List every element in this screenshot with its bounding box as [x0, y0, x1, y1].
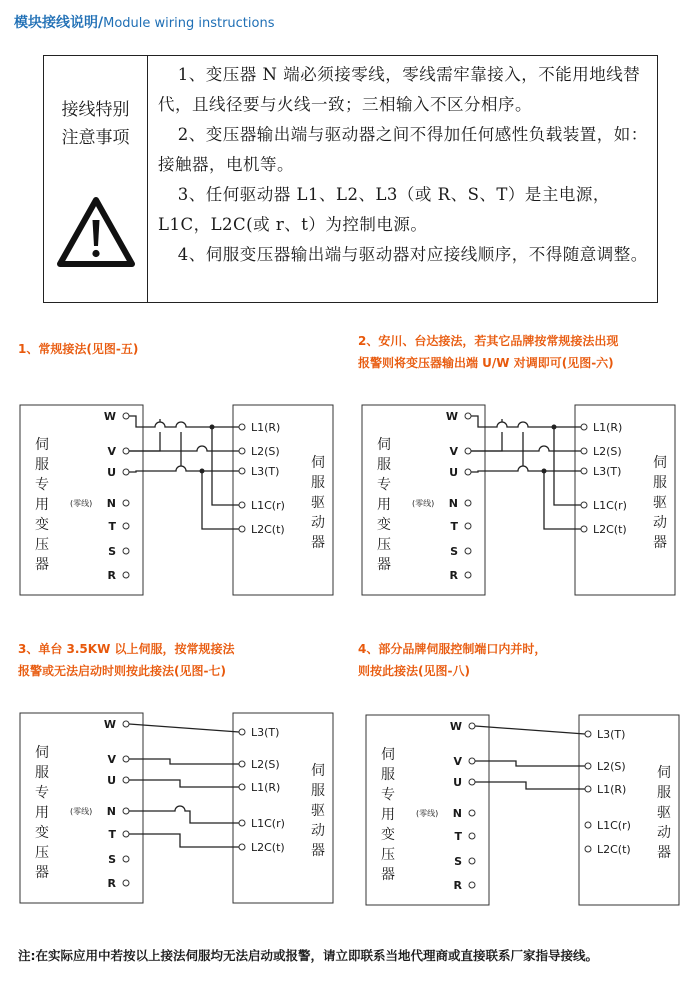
- driver-terminal-L2C(t): L2C(t): [251, 841, 285, 854]
- driver-label-char: 器: [653, 535, 667, 551]
- header-title-cn: 模块接线说明/: [14, 15, 104, 31]
- terminal-V: V: [107, 753, 116, 766]
- wiring-diagram-5: [20, 405, 340, 595]
- terminal-U: U: [453, 776, 462, 789]
- terminal-point-R: [123, 572, 129, 578]
- caption-diagram-6: 2、安川、台达接法，若其它品牌按常规接法出现 报警则将变压器输出端 U/W 对调即可(见图-六): [358, 334, 619, 370]
- driver-label-char: 驱: [653, 495, 667, 511]
- driver-terminal-L1(R): L1(R): [597, 783, 627, 796]
- transformer-label-char: 压: [381, 847, 395, 863]
- neutral-note: (零线): [412, 499, 435, 508]
- driver-terminal-L2(S): L2(S): [251, 758, 280, 771]
- terminal-S: S: [454, 855, 462, 868]
- notice-item-4: 4、伺服变压器输出端与驱动器对应接线顺序，不得随意调整。: [177, 245, 648, 264]
- driver-label-char: 伺: [311, 763, 325, 779]
- terminal-point-N: [469, 810, 475, 816]
- terminal-N: N: [106, 497, 116, 510]
- terminal-point-N: [465, 500, 471, 506]
- transformer-label-char: 压: [35, 537, 49, 553]
- transformer-label-char: 专: [381, 787, 395, 803]
- wire: [475, 782, 585, 789]
- junction-dot: [200, 469, 205, 474]
- caption-diagram-8: 4、部分品牌伺服控制端口内并时， 则按此接法(见图-八): [358, 642, 547, 678]
- transformer-label-char: 压: [35, 845, 49, 861]
- terminal-T: T: [108, 828, 116, 841]
- neutral-note: (零线): [70, 499, 93, 508]
- terminal-point-V: [465, 448, 471, 454]
- terminal-point-R: [123, 880, 129, 886]
- terminal-R: R: [453, 879, 462, 892]
- wire: [471, 466, 581, 472]
- transformer-label-char: 压: [377, 537, 391, 553]
- transformer-label-char: 专: [377, 477, 391, 493]
- driver-point: [581, 448, 587, 454]
- wire: [475, 761, 585, 766]
- terminal-R: R: [107, 569, 116, 582]
- wire: [129, 834, 239, 847]
- terminal-N: N: [448, 497, 458, 510]
- terminal-V: V: [453, 755, 462, 768]
- terminal-point-N: [123, 808, 129, 814]
- wiring-diagram-6: [362, 405, 682, 595]
- transformer-label-char: 服: [381, 767, 395, 783]
- wire: [471, 446, 581, 451]
- terminal-point-U: [123, 469, 129, 475]
- driver-point: [581, 502, 587, 508]
- transformer-label-char: 服: [35, 765, 49, 781]
- junction-dot: [210, 425, 215, 430]
- neutral-note: (零线): [416, 809, 439, 818]
- wire: [129, 432, 160, 451]
- driver-terminal-L1C(r): L1C(r): [597, 819, 631, 832]
- terminal-U: U: [107, 466, 116, 479]
- junction-dot: [542, 469, 547, 474]
- terminal-point-V: [123, 448, 129, 454]
- notice-title-line2: 注意事项: [61, 128, 130, 148]
- driver-point: [239, 820, 245, 826]
- notice-item-1: 1、变压器 N 端必须接零线，零线需牢靠接入，不能用地线替代，且线径要与火线一致；三相输入不区分相序。: [158, 65, 641, 114]
- wire: [129, 759, 239, 764]
- footer-note: 注:在实际应用中若按以上接法伺服均无法启动或报警，请立即联系当地代理商或直接联系厂家指导接线。: [18, 948, 599, 963]
- driver-label-char: 器: [657, 845, 671, 861]
- terminal-V: V: [107, 445, 116, 458]
- driver-point: [585, 822, 591, 828]
- transformer-label-char: 伺: [35, 745, 49, 761]
- driver-point: [239, 424, 245, 430]
- driver-label-char: 服: [311, 475, 325, 491]
- terminal-point-W: [469, 723, 475, 729]
- transformer-label-char: 器: [35, 865, 49, 881]
- transformer-label-char: 伺: [381, 747, 395, 763]
- driver-terminal-L1(R): L1(R): [593, 421, 623, 434]
- driver-point: [239, 502, 245, 508]
- terminal-N: N: [452, 807, 462, 820]
- driver-point: [581, 424, 587, 430]
- wire: [129, 416, 239, 427]
- terminal-point-S: [465, 548, 471, 554]
- notice-items: [148, 56, 657, 302]
- terminal-T: T: [450, 520, 458, 533]
- driver-point: [239, 729, 245, 735]
- transformer-label-char: 变: [35, 517, 49, 533]
- wire: [129, 466, 239, 472]
- terminal-V: V: [449, 445, 458, 458]
- driver-label-char: 器: [311, 843, 325, 859]
- terminal-point-T: [465, 523, 471, 529]
- driver-terminal-L2(S): L2(S): [593, 445, 622, 458]
- driver-label-char: 伺: [657, 765, 671, 781]
- driver-label-char: 驱: [311, 803, 325, 819]
- terminal-U: U: [449, 466, 458, 479]
- driver-label-char: 服: [653, 475, 667, 491]
- terminal-point-T: [469, 833, 475, 839]
- driver-point: [239, 761, 245, 767]
- driver-label-char: 服: [311, 783, 325, 799]
- terminal-R: R: [449, 569, 458, 582]
- driver-terminal-L1C(r): L1C(r): [251, 499, 285, 512]
- driver-point: [239, 448, 245, 454]
- wire: [129, 724, 239, 732]
- driver-terminal-L1(R): L1(R): [251, 781, 281, 794]
- driver-point: [585, 786, 591, 792]
- transformer-label-char: 专: [35, 477, 49, 493]
- terminal-point-N: [123, 500, 129, 506]
- driver-label-char: 动: [311, 515, 325, 531]
- notice-item-2: 2、变压器输出端与驱动器之间不得加任何感性负载装置，如：接触器，电机等。: [158, 125, 648, 174]
- terminal-point-R: [469, 882, 475, 888]
- driver-label-char: 伺: [653, 455, 667, 471]
- page-header: [14, 12, 274, 32]
- driver-label-char: 动: [653, 515, 667, 531]
- terminal-S: S: [450, 545, 458, 558]
- transformer-label-char: 专: [35, 785, 49, 801]
- driver-terminal-L3(T): L3(T): [593, 465, 622, 478]
- driver-terminal-L3(T): L3(T): [251, 726, 280, 739]
- notice-box: [43, 55, 658, 303]
- terminal-point-S: [123, 856, 129, 862]
- terminal-W: W: [103, 718, 116, 731]
- driver-terminal-L1C(r): L1C(r): [251, 817, 285, 830]
- notice-left-panel: [44, 56, 148, 302]
- driver-terminal-L3(T): L3(T): [597, 728, 626, 741]
- header-title-en: Module wiring instructions: [103, 16, 275, 31]
- terminal-point-V: [123, 756, 129, 762]
- driver-point: [239, 784, 245, 790]
- driver-label-char: 动: [311, 823, 325, 839]
- terminal-point-U: [469, 779, 475, 785]
- terminal-point-T: [123, 523, 129, 529]
- driver-point: [585, 763, 591, 769]
- wire: [129, 446, 239, 451]
- driver-point: [239, 844, 245, 850]
- driver-terminal-L2(S): L2(S): [597, 760, 626, 773]
- driver-terminal-L2C(t): L2C(t): [593, 523, 627, 536]
- terminal-U: U: [107, 774, 116, 787]
- driver-label-char: 器: [311, 535, 325, 551]
- transformer-label-char: 用: [381, 807, 395, 823]
- driver-label-char: 动: [657, 825, 671, 841]
- wire: [212, 427, 239, 505]
- driver-point: [585, 846, 591, 852]
- terminal-S: S: [108, 853, 116, 866]
- driver-point: [581, 468, 587, 474]
- driver-label-char: 服: [657, 785, 671, 801]
- wire: [471, 432, 502, 451]
- driver-point: [585, 731, 591, 737]
- terminal-W: W: [445, 410, 458, 423]
- wiring-diagram-7: [20, 713, 340, 903]
- transformer-label-char: 用: [377, 497, 391, 513]
- terminal-point-R: [465, 572, 471, 578]
- terminal-R: R: [107, 877, 116, 890]
- terminal-point-W: [123, 721, 129, 727]
- driver-terminal-L2C(t): L2C(t): [597, 843, 631, 856]
- driver-terminal-L1C(r): L1C(r): [593, 499, 627, 512]
- terminal-W: W: [103, 410, 116, 423]
- driver-terminal-L1(R): L1(R): [251, 421, 281, 434]
- transformer-label-char: 伺: [377, 437, 391, 453]
- terminal-point-T: [123, 831, 129, 837]
- terminal-point-U: [123, 777, 129, 783]
- driver-point: [581, 526, 587, 532]
- notice-item-3: 3、任何驱动器 L1、L2、L3（或 R、S、T）是主电源，L1C，L2C(或 r、t）为控制电源。: [158, 185, 610, 234]
- terminal-point-U: [465, 469, 471, 475]
- terminal-point-V: [469, 758, 475, 764]
- wire: [475, 726, 585, 734]
- transformer-label-char: 服: [35, 457, 49, 473]
- terminal-W: W: [449, 720, 462, 733]
- transformer-label-char: 用: [35, 805, 49, 821]
- warning-icon: [54, 194, 138, 270]
- driver-terminal-L2(S): L2(S): [251, 445, 280, 458]
- transformer-label-char: 变: [35, 825, 49, 841]
- transformer-label-char: 服: [377, 457, 391, 473]
- caption-diagram-7: 3、单台 3.5KW 以上伺服，按常规接法 报警或无法启动时则按此接法(见图-七): [18, 642, 235, 678]
- transformer-label-char: 用: [35, 497, 49, 513]
- terminal-N: N: [106, 805, 116, 818]
- terminal-point-W: [465, 413, 471, 419]
- transformer-label-char: 器: [35, 557, 49, 573]
- driver-label-char: 驱: [657, 805, 671, 821]
- junction-dot: [552, 425, 557, 430]
- wire: [471, 416, 581, 427]
- driver-point: [239, 468, 245, 474]
- terminal-T: T: [108, 520, 116, 533]
- terminal-point-S: [123, 548, 129, 554]
- driver-label-char: 伺: [311, 455, 325, 471]
- transformer-label-char: 伺: [35, 437, 49, 453]
- terminal-point-S: [469, 858, 475, 864]
- driver-label-char: 驱: [311, 495, 325, 511]
- wiring-diagram-8: [366, 715, 686, 905]
- driver-point: [239, 526, 245, 532]
- notice-title: [44, 96, 147, 152]
- transformer-label-char: 器: [377, 557, 391, 573]
- terminal-S: S: [108, 545, 116, 558]
- caption-diagram-5: 1、常规接法(见图-五): [18, 342, 139, 356]
- driver-terminal-L3(T): L3(T): [251, 465, 280, 478]
- terminal-T: T: [454, 830, 462, 843]
- neutral-note: (零线): [70, 807, 93, 816]
- transformer-label-char: 器: [381, 867, 395, 883]
- driver-terminal-L2C(t): L2C(t): [251, 523, 285, 536]
- wire: [554, 427, 581, 505]
- transformer-label-char: 变: [377, 517, 391, 533]
- wire: [129, 780, 239, 787]
- notice-title-line1: 接线特别: [61, 100, 130, 120]
- transformer-label-char: 变: [381, 827, 395, 843]
- terminal-point-W: [123, 413, 129, 419]
- wire: [129, 806, 239, 823]
